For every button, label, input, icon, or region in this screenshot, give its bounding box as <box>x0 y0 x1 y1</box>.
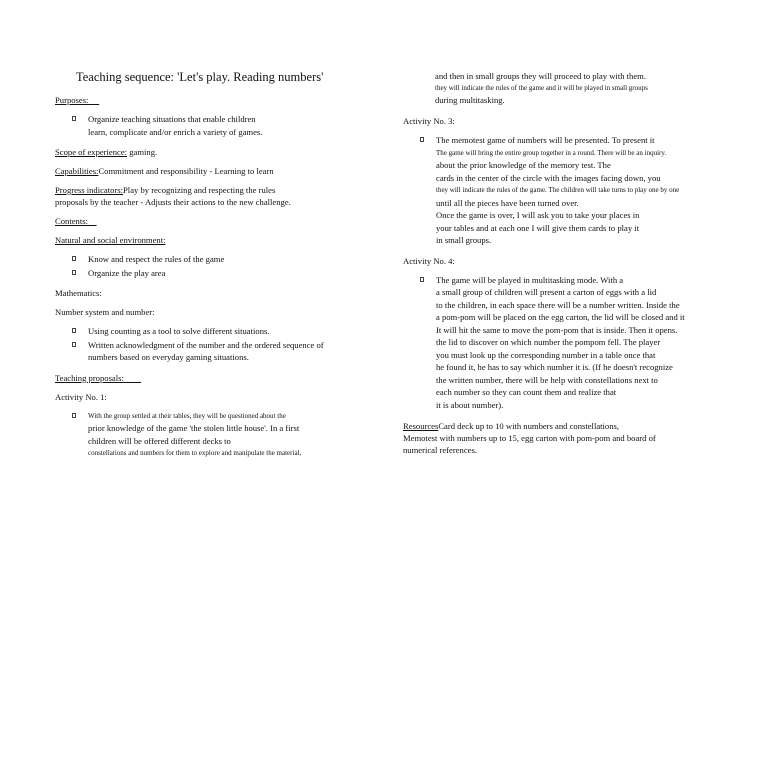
mathematics-list <box>55 325 385 364</box>
purposes-list <box>55 113 385 138</box>
activity-3-heading: Activity No. 3: <box>403 116 455 126</box>
activity-2-continuation: and then in small groups they will proceed to play with them. they will indicate the rules of the game and it will be played in small groups during multitasking. <box>435 71 648 105</box>
bullet-marker <box>420 137 424 142</box>
bullet-marker <box>72 413 76 418</box>
list-item <box>55 325 385 338</box>
bullet-marker <box>72 328 76 333</box>
activity-4-heading: Activity No. 4: <box>403 255 455 266</box>
natural-social-heading: Natural and social environment: <box>55 235 166 245</box>
left-column <box>55 70 385 461</box>
bullet-marker <box>72 116 76 121</box>
list-item-text: Organize the play area <box>88 267 166 278</box>
list-item <box>55 253 385 266</box>
purposes-heading: Purposes: <box>55 95 89 105</box>
mathematics-heading: Mathematics: <box>55 288 102 298</box>
capabilities-line: Capabilities:Commitment and responsibility - Learning to learn <box>55 166 274 176</box>
list-item-text: Written acknowledgment of the number and the ordered sequence of <box>88 339 324 350</box>
document-title: Teaching sequence: 'Let's play. Reading numbers' <box>76 70 324 84</box>
activity-1-item: With the group settled at their tables, they will be questioned about the prior knowledge of the game 'the stolen little house'. In a first children will be offered different decks to constellations and numbers for them to explore and manipulate the material, <box>55 410 385 460</box>
bullet-marker <box>72 270 76 275</box>
activity-3-item: The memotest game of numbers will be presented. To present it The game will bring the entire group together in a round. There will be an inquiry. about the prior knowledge of the memory test. The cards in the center of the circle with the images facing down, you they will indicate the rules of the game. The children will take turns to play one by one until all the pieces have been turned over. Once the game is over, I will ask you to take your places in your tables and at each one I will give them cards to play it in small groups. <box>403 134 723 247</box>
list-item-text: learn, complicate and/or enrich a variety of games. <box>88 126 263 137</box>
bullet-marker <box>72 256 76 261</box>
right-column <box>403 70 723 463</box>
progress-indicators: Progress indicators:Play by recognizing and respecting the rules proposals by the teacher - Adjusts their actions to the new challenge. <box>55 185 291 207</box>
list-item-text: Organize teaching situations that enable children <box>88 114 256 124</box>
teaching-proposals-heading: Teaching proposals: <box>55 372 124 383</box>
activity-1-heading: Activity No. 1: <box>55 391 107 402</box>
contents-heading: Contents: <box>55 216 88 226</box>
bullet-marker <box>72 342 76 347</box>
activity-4-item: The game will be played in multitasking mode. With a a small group of children will present a carton of eggs with a lid to the children, in each space there will be a number written. Inside the a pom-pom will be placed on the egg carton, the lid will be closed and it It will hit the same to move the pom-pom that is inside. Then it opens. the lid to discover on which number the pompom fell. The player you must look up the corresponding number in a table once that he found it, he has to say which number it is. (If he doesn't recognize the written number, there will be help with constellations next to each number so they can count them and realize that it is about number). <box>403 274 723 412</box>
list-item <box>55 267 385 280</box>
resources-section: ResourcesCard deck up to 10 with numbers and constellations, Memotest with numbers up to 15, egg carton with pom-pom and board of numerical references. <box>403 421 656 455</box>
list-item-text: Know and respect the rules of the game <box>88 254 225 264</box>
list-item <box>55 113 385 138</box>
list-item-text: Using counting as a tool to solve different situations. <box>88 326 270 336</box>
list-item <box>55 339 385 364</box>
number-system-heading: Number system and number: <box>55 307 155 317</box>
natural-social-list <box>55 253 385 279</box>
list-item-text: numbers based on everyday gaming situations. <box>88 352 249 362</box>
bullet-marker <box>420 277 424 282</box>
scope-line: Scope of experience: gaming. <box>55 147 158 157</box>
